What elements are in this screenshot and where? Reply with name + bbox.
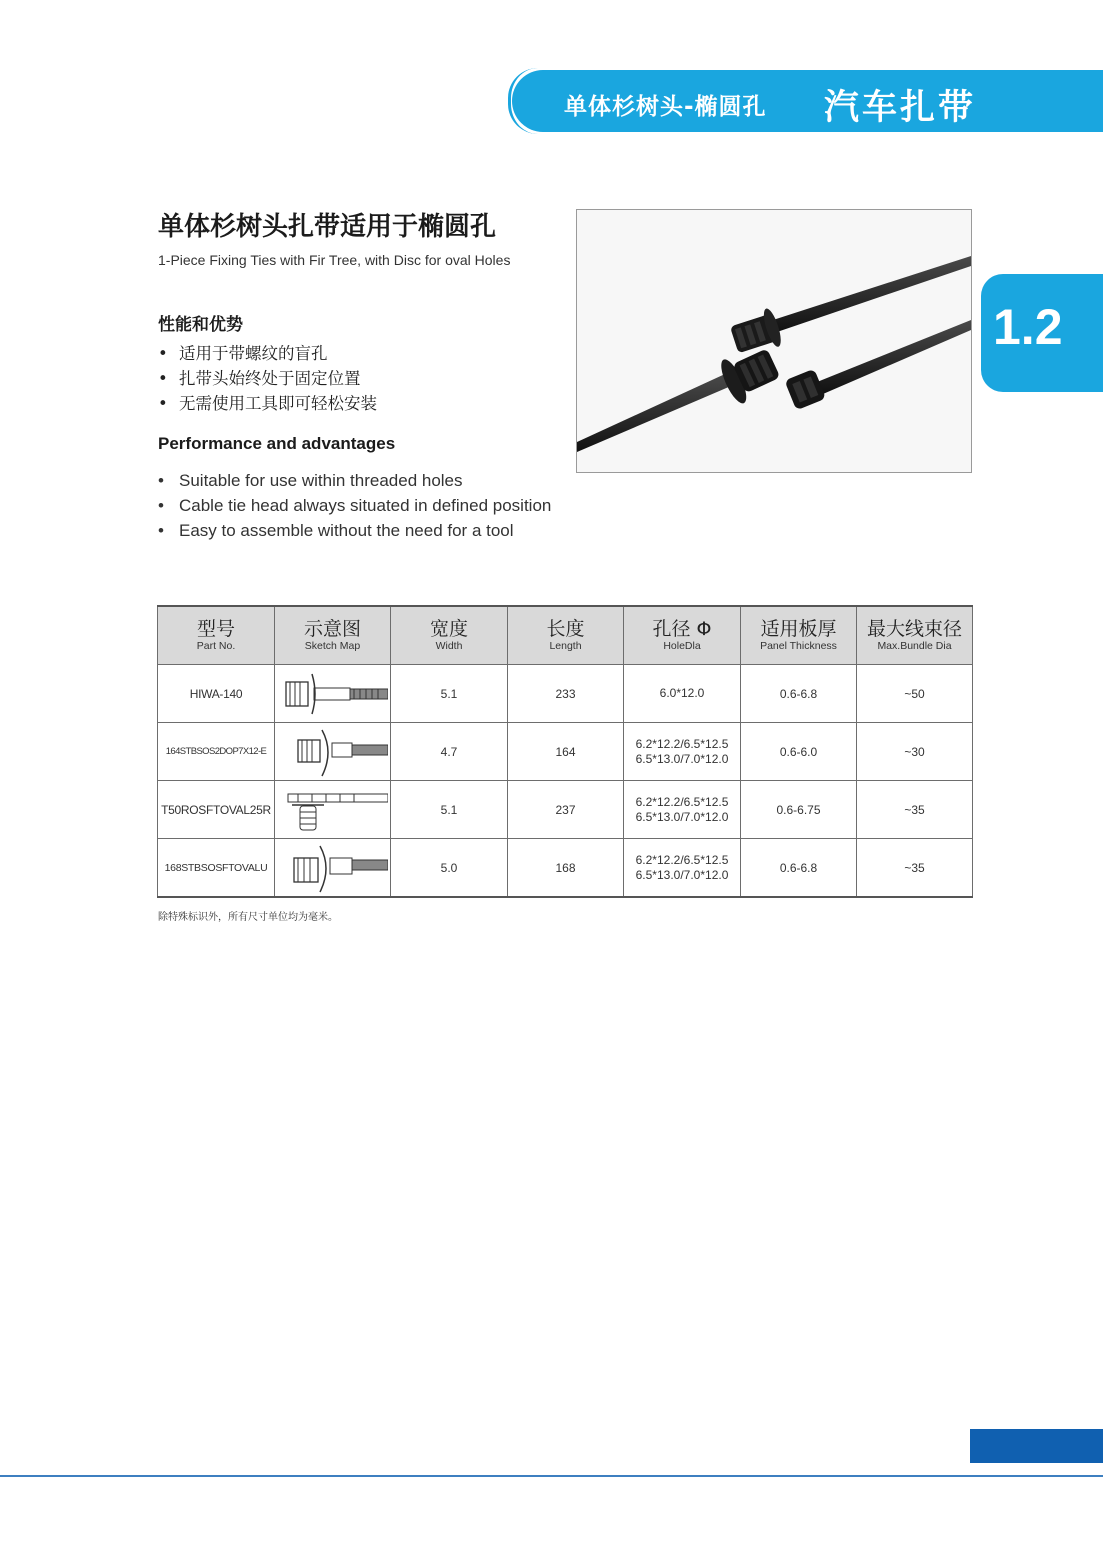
feature-item-cn: • 无需使用工具即可轻松安装 [158,391,377,416]
sketch-cell [275,665,391,723]
hole-cell: 6.2*12.2/6.5*12.5 6.5*13.0/7.0*12.0 [624,781,741,839]
feature-item-cn: • 适用于带螺纹的盲孔 [158,341,377,366]
sketch-cell [275,723,391,781]
width-cell: 5.1 [391,781,508,839]
footer-divider [0,1475,1103,1477]
width-cell: 5.0 [391,839,508,898]
width-cell: 4.7 [391,723,508,781]
product-title-en: 1-Piece Fixing Ties with Fir Tree, with Disc for oval Holes [158,252,511,268]
header-title: 汽车扎带 [824,88,977,128]
feature-item-en: • Suitable for use within threaded holes [158,468,551,493]
features-heading-cn: 性能和优势 [158,315,243,335]
features-heading-en: Performance and advantages [158,434,396,453]
table-row [158,839,973,898]
footnote: 除特殊标识外，所有尺寸单位均为毫米。 [158,912,338,923]
width-cell: 5.1 [391,665,508,723]
column-header: 宽度 Width [391,606,508,665]
bundle-dia-cell: ~50 [857,665,973,723]
bundle-dia-cell: ~35 [857,839,973,898]
section-tab [981,274,1103,392]
product-photo [576,209,972,473]
part-number-cell: HIWA-140 [158,665,275,723]
footer-accent-block [970,1429,1103,1463]
bundle-dia-cell: ~35 [857,781,973,839]
sketch-icon [278,668,388,720]
sketch-cell [275,781,391,839]
length-cell: 233 [508,665,624,723]
cable-tie-illustration [577,210,971,472]
features-list-cn [158,341,377,416]
product-title-cn: 单体杉树头扎带适用于椭圆孔 [158,212,497,242]
sketch-icon [278,842,388,894]
panel-thickness-cell: 0.6-6.0 [741,723,857,781]
sketch-icon [278,784,388,836]
features-list-en [158,468,551,543]
column-header: 长度 Length [508,606,624,665]
panel-thickness-cell: 0.6-6.8 [741,839,857,898]
bundle-dia-cell: ~30 [857,723,973,781]
panel-thickness-cell: 0.6-6.8 [741,665,857,723]
table-row [158,781,973,839]
column-header: 型号 Part No. [158,606,275,665]
part-number-cell: T50ROSFTOVAL25R [158,781,275,839]
feature-item-cn: • 扎带头始终处于固定位置 [158,366,377,391]
sketch-icon [278,726,388,778]
length-cell: 164 [508,723,624,781]
table-row [158,665,973,723]
header-banner [512,70,1103,132]
length-cell: 168 [508,839,624,898]
panel-thickness-cell: 0.6-6.75 [741,781,857,839]
length-cell: 237 [508,781,624,839]
hole-cell: 6.0*12.0 [624,665,741,723]
hole-cell: 6.2*12.2/6.5*12.5 6.5*13.0/7.0*12.0 [624,723,741,781]
column-header: 适用板厚 Panel Thickness [741,606,857,665]
header-banner-accent [508,68,541,134]
feature-item-en: • Cable tie head always situated in defined position [158,493,551,518]
column-header: 孔径 Φ HoleDla [624,606,741,665]
header-subtitle: 单体杉树头-椭圆孔 [564,94,767,120]
part-number-cell: 168STBSOSFTOVALU [158,839,275,898]
table-header-row [158,606,973,665]
column-header: 最大线束径 Max.Bundle Dia [857,606,973,665]
table-row [158,723,973,781]
spec-table [157,605,973,898]
sketch-cell [275,839,391,898]
part-number-cell: 164STBSOS2DOP7X12-E [158,723,275,781]
section-number: 1.2 [993,299,1063,355]
column-header: 示意图 Sketch Map [275,606,391,665]
hole-cell: 6.2*12.2/6.5*12.5 6.5*13.0/7.0*12.0 [624,839,741,898]
feature-item-en: • Easy to assemble without the need for a tool [158,518,551,543]
